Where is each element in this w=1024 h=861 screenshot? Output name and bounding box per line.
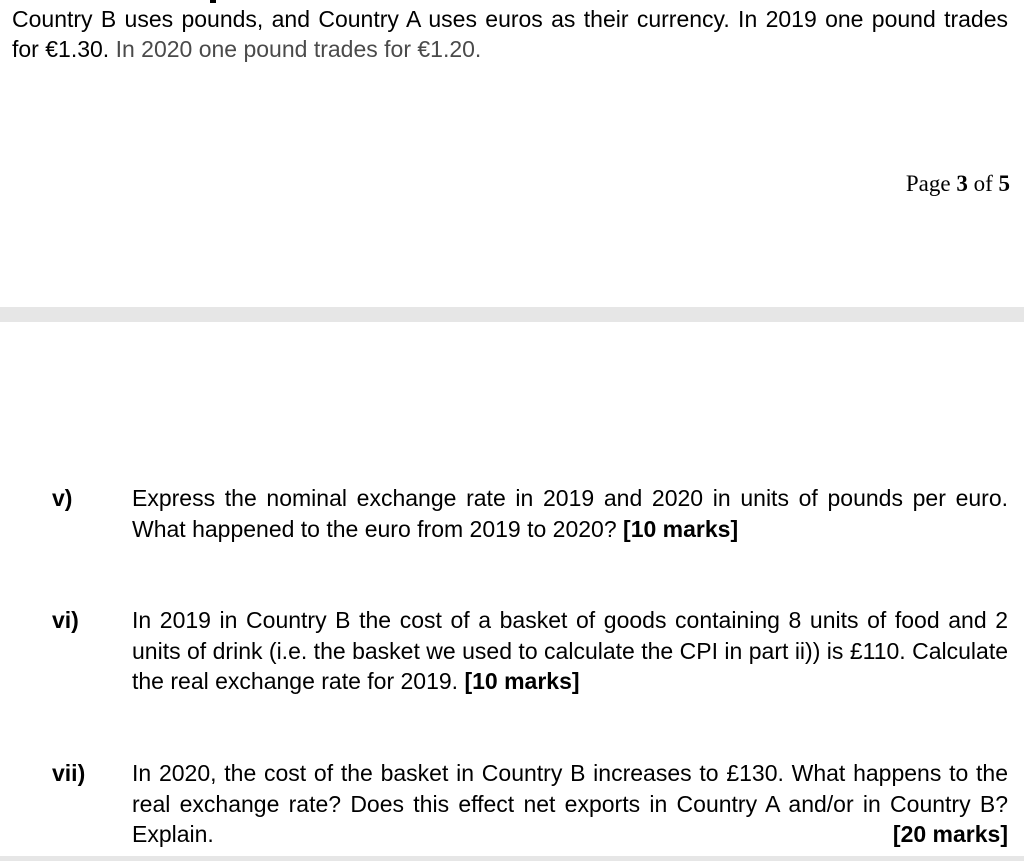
question-body [132, 483, 1008, 544]
question-body [132, 758, 1008, 850]
question-number: v) [52, 485, 73, 511]
question-text: Express the nominal exchange rate in 2019 and 2020 in units of pounds per euro. What happened to the euro from 2019 to 2020? [132, 485, 1008, 542]
total-pages: 5 [998, 171, 1010, 196]
intro-text-part1: Country B uses pounds, and Country A uses euros as their currency. In 2019 one pound trades for €1.30. [12, 6, 1008, 62]
page-word: Page [905, 171, 951, 196]
question-text: In 2019 in Country B the cost of a basket of goods containing 8 units of food and 2 units of drink (i.e. the basket we used to calculate the CPI in part ii)) is £110. Calculate the real exchange rate for 2019. [132, 607, 1008, 694]
cropped-line-fragment [210, 0, 216, 3]
page-number [906, 171, 1010, 197]
of-word: of [973, 171, 993, 196]
question-number: vi) [52, 607, 79, 633]
question-text: In 2020, the cost of the basket in Country B increases to £130. What happens to the real exchange rate? Does this effect net exports in Country A and/or in Country B? Explain. [132, 760, 1008, 847]
question-marks: [20 marks] [892, 821, 1008, 847]
question-marks: [10 marks] [623, 515, 739, 542]
question-number: vii) [52, 760, 86, 786]
question-body [132, 605, 1008, 697]
bottom-edge [0, 856, 1024, 861]
page-break [0, 307, 1024, 322]
intro-text-part2: In 2020 one pound trades for €1.20. [115, 36, 482, 62]
current-page: 3 [956, 171, 968, 196]
question-marks: [10 marks] [464, 668, 580, 694]
intro-paragraph [12, 4, 1008, 64]
